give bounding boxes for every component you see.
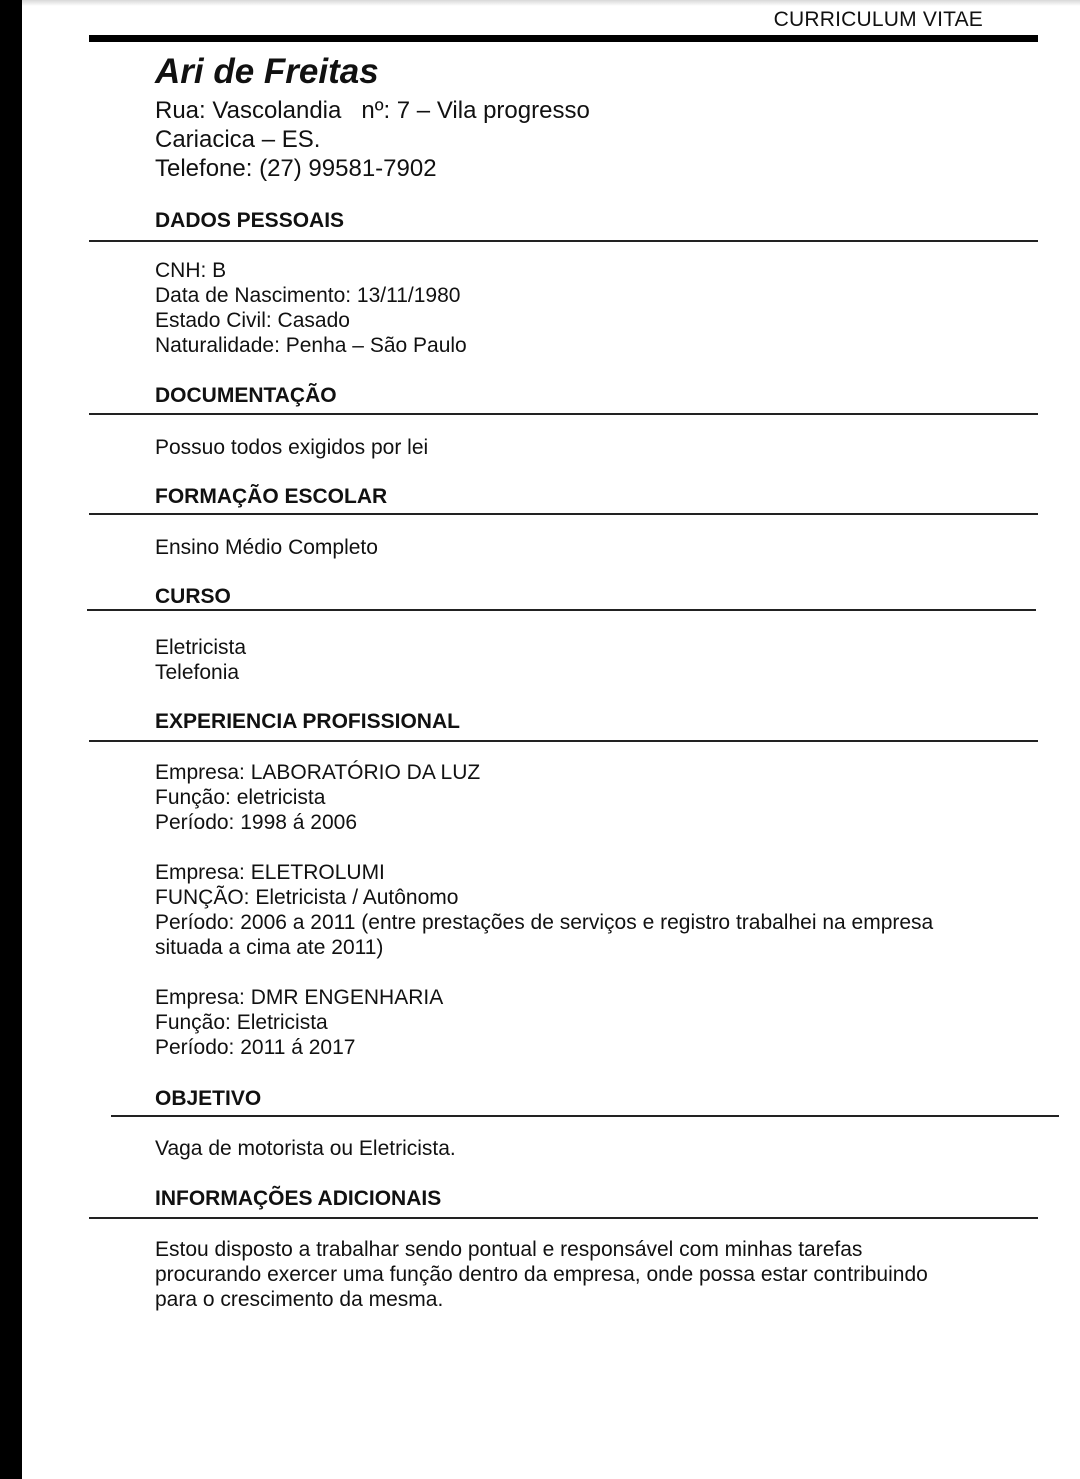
section-title-experience: EXPERIENCIA PROFISSIONAL — [155, 710, 460, 733]
personal-cnh: CNH: B — [155, 259, 227, 282]
section-rule-education — [89, 513, 1038, 515]
personal-data-block — [155, 258, 985, 358]
job-period: Período: 1998 á 2006 — [155, 811, 358, 834]
personal-birthplace: Naturalidade: Penha – São Paulo — [155, 334, 467, 357]
section-rule-objective — [111, 1115, 1059, 1117]
job-period: Período: 2011 á 2017 — [155, 1036, 356, 1059]
education-block — [155, 535, 985, 560]
job-role: Função: eletricista — [155, 786, 326, 809]
job-entry — [155, 760, 985, 835]
job-role: FUNÇÃO: Eletricista / Autônomo — [155, 886, 459, 909]
section-title-objective: OBJETIVO — [155, 1087, 262, 1110]
section-rule-personal — [89, 240, 1038, 242]
candidate-name: Ari de Freitas — [155, 52, 379, 91]
address-line-1: Rua: Vascolandia nº: 7 – Vila progresso — [155, 97, 590, 124]
section-title-personal: DADOS PESSOAIS — [155, 209, 345, 232]
additional-info-text: Estou disposto a trabalhar sendo pontual e responsável com minhas tarefas procurando exercer uma função dentro da empresa, onde possa estar contribuindo para o crescimento da mesma. — [155, 1238, 928, 1311]
section-rule-additional — [89, 1217, 1038, 1219]
section-rule-courses — [87, 609, 1036, 611]
job-period: Período: 2006 a 2011 (entre prestações de serviços e registro trabalhei na empresa situada a cima ate 2011) — [155, 911, 940, 959]
objective-text: Vaga de motorista ou Eletricista. — [155, 1137, 456, 1160]
documents-text: Possuo todos exigidos por lei — [155, 436, 429, 459]
documents-block — [155, 435, 985, 460]
left-edge-shadow — [0, 0, 22, 1479]
job-company: Empresa: ELETROLUMI — [155, 861, 385, 884]
job-entry — [155, 985, 985, 1060]
section-title-education: FORMAÇÃO ESCOLAR — [155, 485, 388, 508]
job-entry — [155, 860, 985, 960]
personal-birthdate: Data de Nascimento: 13/11/1980 — [155, 284, 461, 307]
personal-marital-status: Estado Civil: Casado — [155, 309, 350, 332]
education-text: Ensino Médio Completo — [155, 536, 378, 559]
course-item: Eletricista — [155, 636, 247, 659]
section-title-additional: INFORMAÇÕES ADICIONAIS — [155, 1187, 442, 1210]
section-title-courses: CURSO — [155, 585, 231, 608]
objective-block — [155, 1136, 985, 1161]
course-item: Telefonia — [155, 661, 240, 684]
section-rule-documents — [89, 413, 1038, 415]
address-line-2: Cariacica – ES. — [155, 126, 321, 153]
job-company: Empresa: DMR ENGENHARIA — [155, 986, 444, 1009]
document-header-title: CURRICULUM VITAE — [773, 8, 983, 31]
document-page — [22, 0, 1080, 1479]
phone-line: Telefone: (27) 99581-7902 — [155, 155, 437, 182]
section-title-documents: DOCUMENTAÇÃO — [155, 384, 337, 407]
job-company: Empresa: LABORATÓRIO DA LUZ — [155, 761, 481, 784]
header-rule — [89, 35, 1038, 42]
courses-block — [155, 635, 985, 685]
job-role: Função: Eletricista — [155, 1011, 328, 1034]
section-rule-experience — [89, 740, 1038, 742]
